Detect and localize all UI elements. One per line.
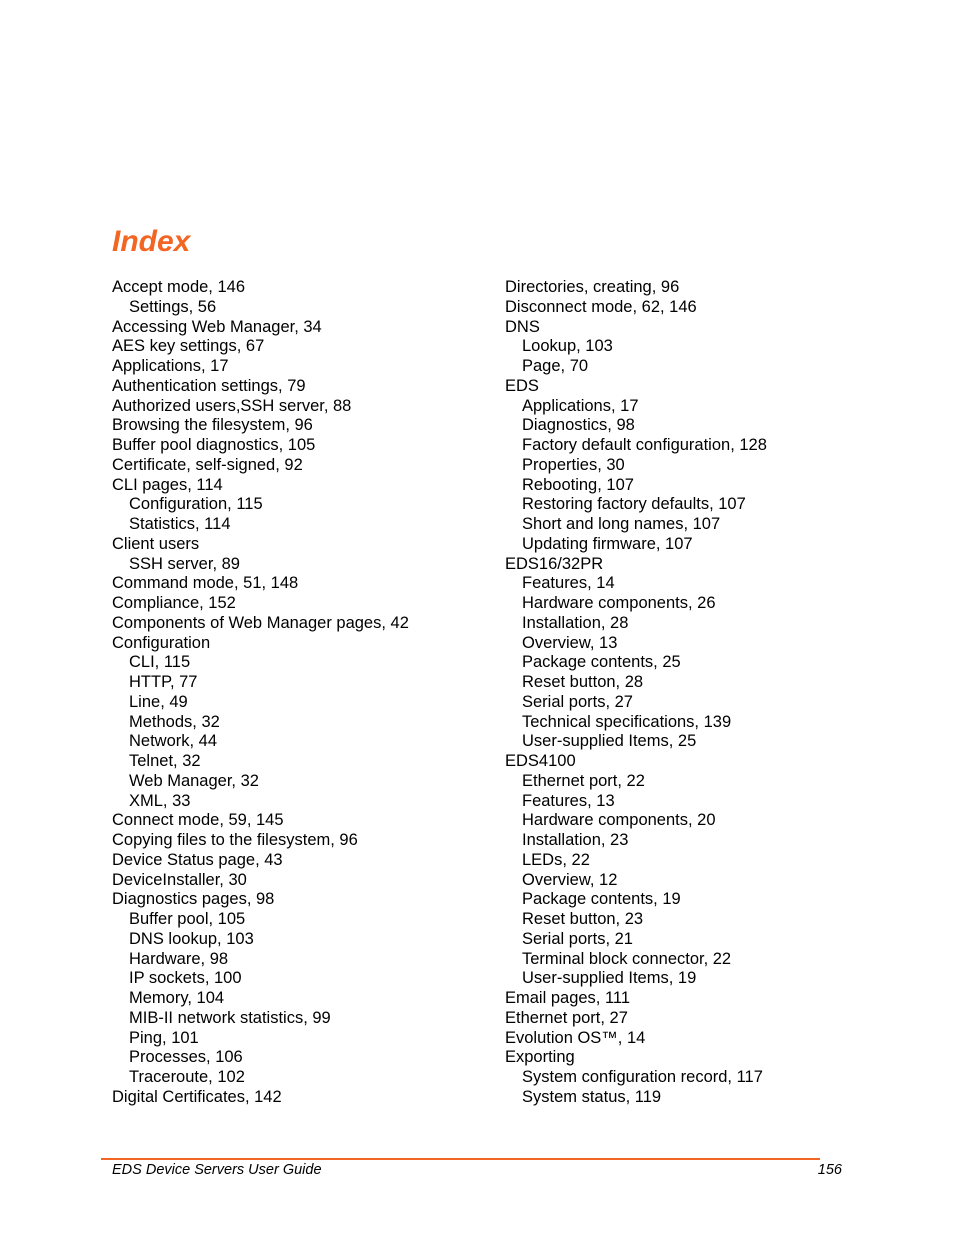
footer-rule: [101, 1158, 820, 1160]
index-subentry: Traceroute, 102: [129, 1068, 245, 1086]
index-entry: Accessing Web Manager, 34: [112, 317, 322, 336]
index-subentry: Package contents, 25: [522, 653, 681, 672]
index-entry: EDS: [505, 376, 539, 395]
index-entry: EDS16/32PR: [505, 554, 604, 573]
index-subentry: Buffer pool, 105: [129, 910, 246, 928]
index-subentry: Processes, 106: [129, 1048, 243, 1067]
index-subentry: Statistics, 114: [129, 515, 231, 533]
index-subentry: User-supplied Items, 25: [522, 732, 697, 751]
index-subentry: Web Manager, 32: [129, 771, 259, 790]
index-subentry: Overview, 13: [522, 633, 618, 652]
index-subentry: Line, 49: [129, 692, 188, 711]
index-entry: EDS4100: [505, 752, 576, 770]
index-entry: Exporting: [505, 1048, 575, 1067]
page-title: Index: [112, 225, 191, 258]
index-subentry: Rebooting, 107: [522, 475, 634, 494]
index-entry: Client users: [112, 534, 200, 553]
index-entry: Authorized users,SSH server, 88: [112, 396, 352, 415]
footer-doc-title: EDS Device Servers User Guide: [112, 1162, 322, 1178]
index-subentry: Reset button, 23: [522, 910, 644, 928]
index-subentry: Technical specifications, 139: [522, 712, 732, 731]
index-entry: Accept mode, 146: [112, 278, 245, 296]
index-subentry: Installation, 23: [522, 831, 629, 849]
index-subentry: CLI, 115: [129, 653, 191, 672]
index-subentry: Reset button, 28: [522, 673, 644, 691]
index-entry: Disconnect mode, 62, 146: [505, 297, 697, 316]
index-subentry: Serial ports, 27: [522, 692, 633, 711]
index-subentry: Restoring factory defaults, 107: [522, 495, 746, 514]
index-subentry: User-supplied Items, 19: [522, 969, 697, 988]
index-entry: DeviceInstaller, 30: [112, 870, 247, 889]
index-entry: Authentication settings, 79: [112, 376, 306, 395]
index-subentry: Factory default configuration, 128: [522, 436, 767, 454]
index-entry: Compliance, 152: [112, 594, 236, 612]
index-subentry: Overview, 12: [522, 870, 618, 889]
index-subentry: HTTP, 77: [129, 673, 198, 691]
index-entry: Buffer pool diagnostics, 105: [112, 436, 316, 454]
index-subentry: Applications, 17: [522, 396, 639, 415]
index-subentry: Page, 70: [522, 357, 589, 375]
index-subentry: Features, 13: [522, 791, 615, 810]
index-entry: Components of Web Manager pages, 42: [112, 613, 409, 632]
footer-page-number: 156: [817, 1162, 842, 1178]
index-entry: CLI pages, 114: [112, 475, 223, 494]
index-entry: Command mode, 51, 148: [112, 574, 299, 593]
index-entry: Email pages, 111: [505, 989, 631, 1007]
index-subentry: Installation, 28: [522, 613, 629, 632]
index-subentry: System configuration record, 117: [522, 1068, 763, 1086]
index-entry: Ethernet port, 27: [505, 1008, 628, 1027]
index-subentry: SSH server, 89: [129, 554, 240, 573]
index-subentry: Features, 14: [522, 574, 615, 593]
index-entry: Digital Certificates, 142: [112, 1087, 282, 1106]
index-subentry: Ping, 101: [129, 1028, 199, 1047]
index-entry: Copying files to the filesystem, 96: [112, 831, 358, 849]
index-entry: Browsing the filesystem, 96: [112, 416, 313, 435]
index-entry: Certificate, self-signed, 92: [112, 455, 303, 474]
index-subentry: System status, 119: [522, 1087, 662, 1106]
index-subentry: Settings, 56: [129, 297, 217, 316]
index-subentry: Lookup, 103: [522, 337, 613, 356]
index-subentry: Network, 44: [129, 732, 218, 751]
index-subentry: MIB-II network statistics, 99: [129, 1008, 331, 1027]
index-subentry: LEDs, 22: [522, 850, 590, 869]
index-subentry: Hardware, 98: [129, 949, 229, 968]
index-subentry: Hardware components, 20: [522, 811, 716, 830]
index-subentry: IP sockets, 100: [129, 969, 242, 988]
index-subentry: XML, 33: [129, 791, 191, 810]
index-subentry: Updating firmware, 107: [522, 534, 693, 553]
index-subentry: Properties, 30: [522, 455, 625, 474]
index-entry: Diagnostics pages, 98: [112, 890, 275, 909]
index-subentry: Telnet, 32: [129, 752, 201, 770]
index-entry: Applications, 17: [112, 357, 229, 375]
index-entry: Connect mode, 59, 145: [112, 811, 284, 830]
index-subentry: Configuration, 115: [129, 495, 263, 514]
index-column-right: [505, 278, 885, 1108]
index-subentry: Ethernet port, 22: [522, 771, 645, 790]
index-entry: Directories, creating, 96: [505, 278, 680, 296]
index-subentry: Short and long names, 107: [522, 515, 721, 533]
index-subentry: Terminal block connector, 22: [522, 949, 732, 968]
index-entry: Configuration: [112, 633, 211, 652]
index-entry: Evolution OS™, 14: [505, 1028, 646, 1047]
index-subentry: Hardware components, 26: [522, 594, 716, 612]
index-entry: Device Status page, 43: [112, 850, 283, 869]
index-subentry: DNS lookup, 103: [129, 929, 254, 948]
index-subentry: Package contents, 19: [522, 890, 681, 909]
index-subentry: Methods, 32: [129, 712, 220, 731]
index-entry: AES key settings, 67: [112, 337, 265, 356]
index-subentry: Diagnostics, 98: [522, 416, 635, 435]
index-subentry: Serial ports, 21: [522, 929, 633, 948]
index-column-left: [112, 278, 492, 1108]
index-subentry: Memory, 104: [129, 989, 225, 1007]
index-entry: DNS: [505, 317, 540, 336]
